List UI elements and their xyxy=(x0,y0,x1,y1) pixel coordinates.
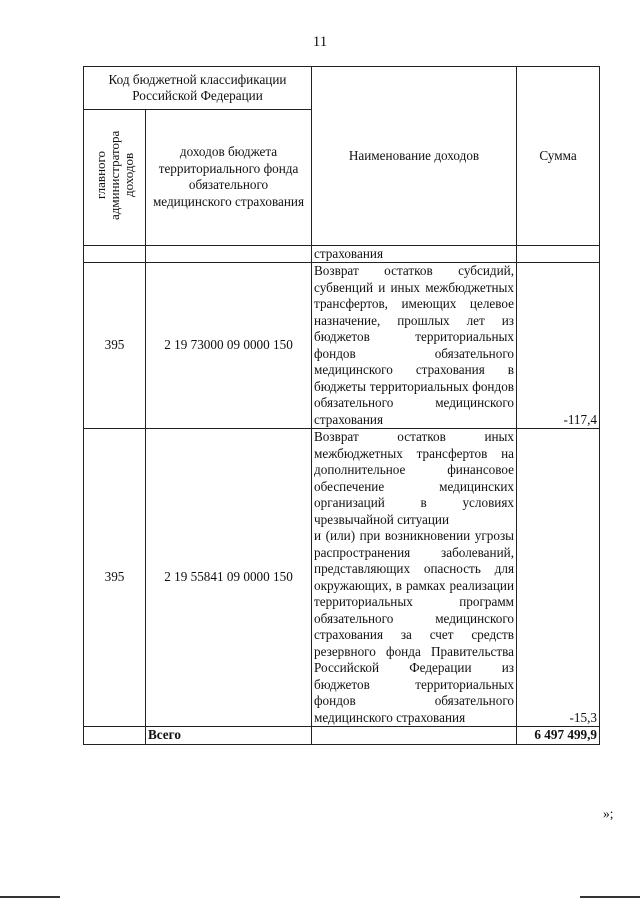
sum-column-header: Сумма xyxy=(517,67,600,246)
income-name-text: Возврат остатков субсидий, субвенций и иных межбюджетных трансфертов, имеющих целевое назначение, прошлых лет из бюджетов территориальных фондов обязательного медицинского страхования в бюджеты территориальных фондов обязательного медицинского страхования xyxy=(314,263,515,427)
admin-code: 395 xyxy=(84,263,146,429)
budget-code: 2 19 55841 09 0000 150 xyxy=(146,429,312,727)
income-name-text-part1: Возврат остатков иных межбюджетных трансфертов на дополнительное финансовое обеспечение медицинских организаций в условиях чрезвычайной ситуации xyxy=(314,429,515,527)
budget-code: 2 19 73000 09 0000 150 xyxy=(146,263,312,429)
total-row xyxy=(84,727,600,745)
table-row xyxy=(84,263,600,429)
income-column-header: доходов бюджета территориального фонда обязательного медицинского страхования xyxy=(146,110,312,246)
scan-edge-left xyxy=(0,896,60,898)
income-name xyxy=(312,429,517,727)
total-sum: 6 497 499,9 xyxy=(517,727,600,745)
continuation-text: страхования xyxy=(312,245,517,263)
closing-quote-mark: »; xyxy=(603,806,614,821)
name-column-header: Наименование доходов xyxy=(312,67,517,246)
scan-edge-right xyxy=(580,896,640,898)
income-table xyxy=(83,66,600,745)
admin-column-header xyxy=(84,110,146,246)
code-group-header: Код бюджетной классификации Российской Федерации xyxy=(84,67,312,110)
income-name xyxy=(312,263,517,429)
income-sum: -117,4 xyxy=(517,263,600,429)
page-number: 11 xyxy=(312,34,328,50)
admin-column-header-text: главного администратора доходов xyxy=(92,130,136,220)
total-label: Всего xyxy=(146,727,312,745)
admin-code: 395 xyxy=(84,429,146,727)
header-row-1 xyxy=(84,67,600,110)
income-name-text-part2: и (или) при возникновении угрозы распространения заболеваний, представляющих опасность для окружающих, в рамках реализации территориальных программ обязательного медицинского страхования за счет средств резервного фонда Правительства Российской Федерации из бюджетов территориальных фондов обязательного медицинского страхования xyxy=(314,528,515,725)
income-sum: -15,3 xyxy=(517,429,600,727)
continuation-row xyxy=(84,245,600,263)
table-row xyxy=(84,429,600,727)
